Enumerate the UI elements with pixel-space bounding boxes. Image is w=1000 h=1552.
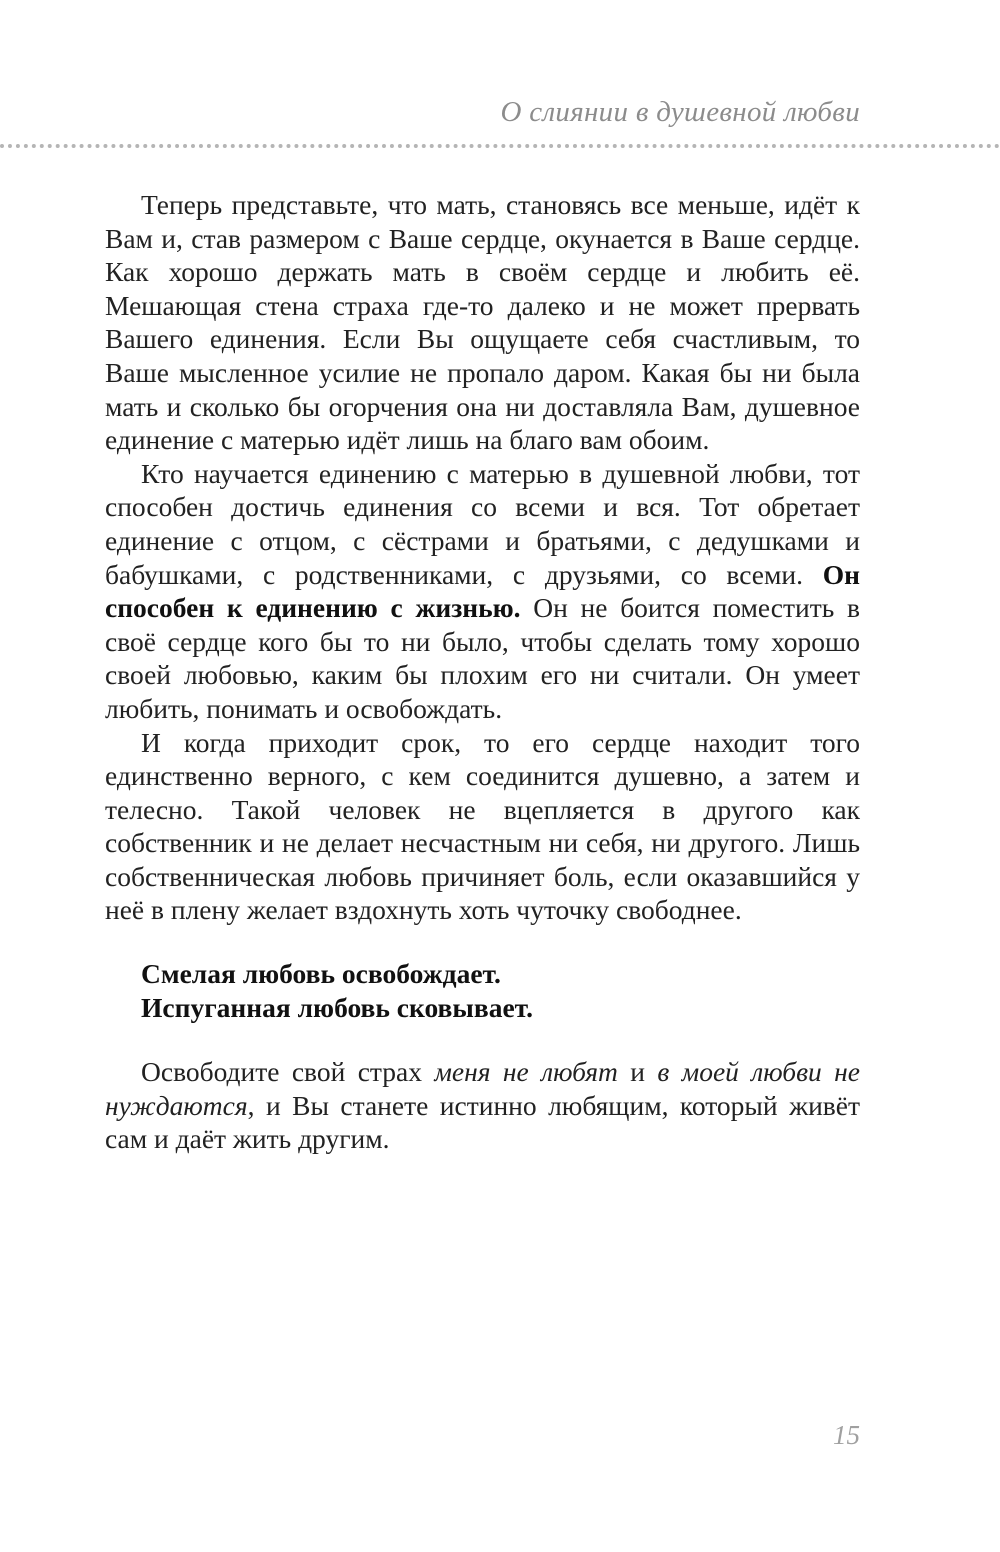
page-body — [105, 188, 860, 1156]
paragraph-1: Теперь представьте, что мать, становясь все меньше, идёт к Вам и, став размером с Ваше сердце, окунается в Ваше сердце. Как хорошо держать мать в своём сердце и любить её. Мешающая стена страха где-то далеко и не может прервать Вашего единения. Если Вы ощущаете себя счастливым, то Ваше мысленное усилие не пропало даром. Какая бы ни была мать и сколько бы огорчения она ни доставляла Вам, душевное единение с матерью идёт лишь на благо вам обоим. — [105, 189, 860, 456]
paragraph-4 — [105, 1055, 860, 1156]
paragraph-2-bold: Он способен к единению с жизнью. — [105, 558, 860, 624]
motto-line-2: Испуганная любовь сковывает. — [141, 991, 533, 1023]
paragraph-3: И когда приходит срок, то его сердце находит того единственно верного, с кем соединится душевно, а затем и телесно. Такой человек не вцепляется в другого как собственник и не делает несчастным ни себя, ни другого. Лишь собственническая любовь причиняет боль, если оказавшийся у неё в плену желает вздохнуть хоть чуточку свободнее. — [105, 726, 860, 926]
header-dotted-divider — [0, 144, 1000, 148]
paragraph-4-mid: и — [617, 1056, 658, 1088]
paragraph-2 — [105, 457, 860, 726]
paragraph-4-italic-2: в моей любви не нуждаются — [105, 1056, 861, 1121]
page-number: 15 — [833, 1420, 860, 1450]
paragraph-2-end: Он не боится поместить в своё сердце кого бы то ни было, чтобы сделать тому хорошо своей любовью, каким бы плохим его ни считали. Он умеет любить, понимать и освобождать. — [105, 592, 860, 724]
paragraph-4-italic-1: меня не любят — [434, 1056, 618, 1088]
motto-line-1: Смелая любовь освобождает. — [141, 958, 501, 990]
motto-block — [141, 957, 860, 1024]
paragraph-4-end: , и Вы станете истинно любящим, который живёт сам и даёт жить другим. — [105, 1089, 860, 1155]
running-header-title: О слиянии в душевной любви — [500, 96, 860, 128]
paragraph-4-start: Освободите свой страх — [141, 1056, 435, 1088]
paragraph-2-start: Кто научается единению с матерью в душевной любви, тот способен достичь единения со всеми и вся. Тот обретает единение с отцом, с сёстрами и братьями, с дедушками и бабушками, с родственниками, с друзьями, со всеми. — [105, 457, 860, 590]
